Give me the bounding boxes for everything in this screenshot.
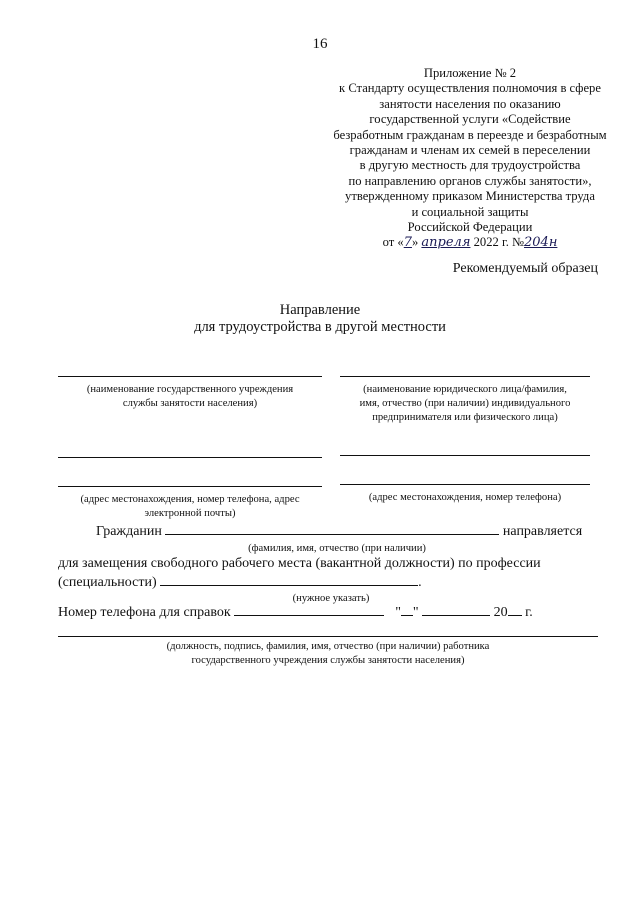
caption-specify: (нужное указать) xyxy=(292,593,370,604)
caption-line: (адрес местонахождения, номер телефона) xyxy=(368,492,562,503)
caption-employer-name xyxy=(336,383,594,425)
field-phone[interactable] xyxy=(234,615,384,616)
field-month[interactable] xyxy=(422,615,490,616)
caption-line: предпринимателя или физического лица) xyxy=(372,412,558,423)
field-day[interactable] xyxy=(401,615,413,616)
appendix-line: Российской Федерации xyxy=(407,220,533,235)
date-quote-close: " xyxy=(412,605,419,620)
appendix-line: и социальной защиты xyxy=(411,204,529,219)
year-suffix: г. xyxy=(525,605,533,620)
caption-service-address xyxy=(58,493,322,521)
appendix-line: по направлению органов службы занятости», xyxy=(348,173,592,188)
field-year[interactable] xyxy=(508,615,522,616)
field-signature[interactable] xyxy=(58,636,598,637)
caption-line: службы занятости населения) xyxy=(122,398,258,409)
specialty-line xyxy=(58,575,422,591)
appendix-line: безработным гражданам в переезде и безработным xyxy=(333,127,607,142)
field-employer-address-2[interactable] xyxy=(340,484,590,485)
date-mid: » xyxy=(411,235,419,250)
appendix-line: занятости населения по оказанию xyxy=(379,96,561,111)
document-title xyxy=(0,302,640,336)
date-quote-open: " xyxy=(395,605,401,620)
appendix-line: утвержденному приказом Министерства труда xyxy=(345,189,595,204)
caption-line: имя, отчество (при наличии) индивидуального xyxy=(359,398,571,409)
phone-date-line xyxy=(58,605,533,621)
year-label: 20 xyxy=(493,605,508,620)
title-line-2: для трудоустройства в другой местности xyxy=(194,319,446,335)
citizen-label: Гражданин xyxy=(96,524,162,539)
appendix-header xyxy=(300,66,640,251)
date-prefix: от « xyxy=(382,235,404,250)
caption-line: государственного учреждения службы занятости населения) xyxy=(191,655,465,666)
specialty-label: (специальности) xyxy=(58,575,157,590)
caption-line: (должность, подпись, фамилия, имя, отчество (при наличии) работника xyxy=(166,641,490,652)
handwritten-day: 7 xyxy=(403,235,412,251)
page-number: 16 xyxy=(312,36,328,52)
field-employment-service-name[interactable] xyxy=(58,376,322,377)
order-date-line xyxy=(300,235,640,250)
handwritten-order-number: 204н xyxy=(524,235,558,251)
title-line-1: Направление xyxy=(279,302,361,318)
caption-line: (адрес местонахождения, номер телефона, адрес xyxy=(80,494,300,505)
appendix-line: в другую местность для трудоустройства xyxy=(359,158,581,173)
appendix-line: Приложение № 2 xyxy=(423,66,517,80)
specialty-end: . xyxy=(418,575,422,590)
appendix-line: гражданам и членам их семей в переселении xyxy=(349,143,591,158)
sample-label: Рекомендуемый образец xyxy=(452,261,598,276)
caption-line: электронной почты) xyxy=(144,508,236,519)
date-year: 2022 г. № xyxy=(473,235,525,250)
caption-fio: (фамилия, имя, отчество (при наличии) xyxy=(248,543,426,554)
caption-line: (наименование государственного учреждения xyxy=(86,384,294,395)
citizen-line xyxy=(96,524,582,540)
caption-line: (наименование юридического лица/фамилия, xyxy=(363,384,567,395)
field-citizen-fio[interactable] xyxy=(165,534,499,535)
field-employer-name[interactable] xyxy=(340,376,590,377)
phone-label: Номер телефона для справок xyxy=(58,605,231,620)
field-service-address-2[interactable] xyxy=(58,486,322,487)
directed-label: направляется xyxy=(502,524,583,539)
handwritten-month: апреля xyxy=(421,235,471,251)
caption-signature xyxy=(58,640,598,668)
purpose-line: для замещения свободного рабочего места (вакантной должности) по профессии xyxy=(58,556,541,571)
field-service-address-1[interactable] xyxy=(58,457,322,458)
appendix-line: государственной услуги «Содействие xyxy=(369,112,571,127)
field-specialty[interactable] xyxy=(160,585,418,586)
caption-employment-service-name xyxy=(58,383,322,411)
caption-employer-address xyxy=(336,491,594,505)
appendix-line: к Стандарту осуществления полномочия в сфере xyxy=(339,81,601,96)
field-employer-address-1[interactable] xyxy=(340,455,590,456)
